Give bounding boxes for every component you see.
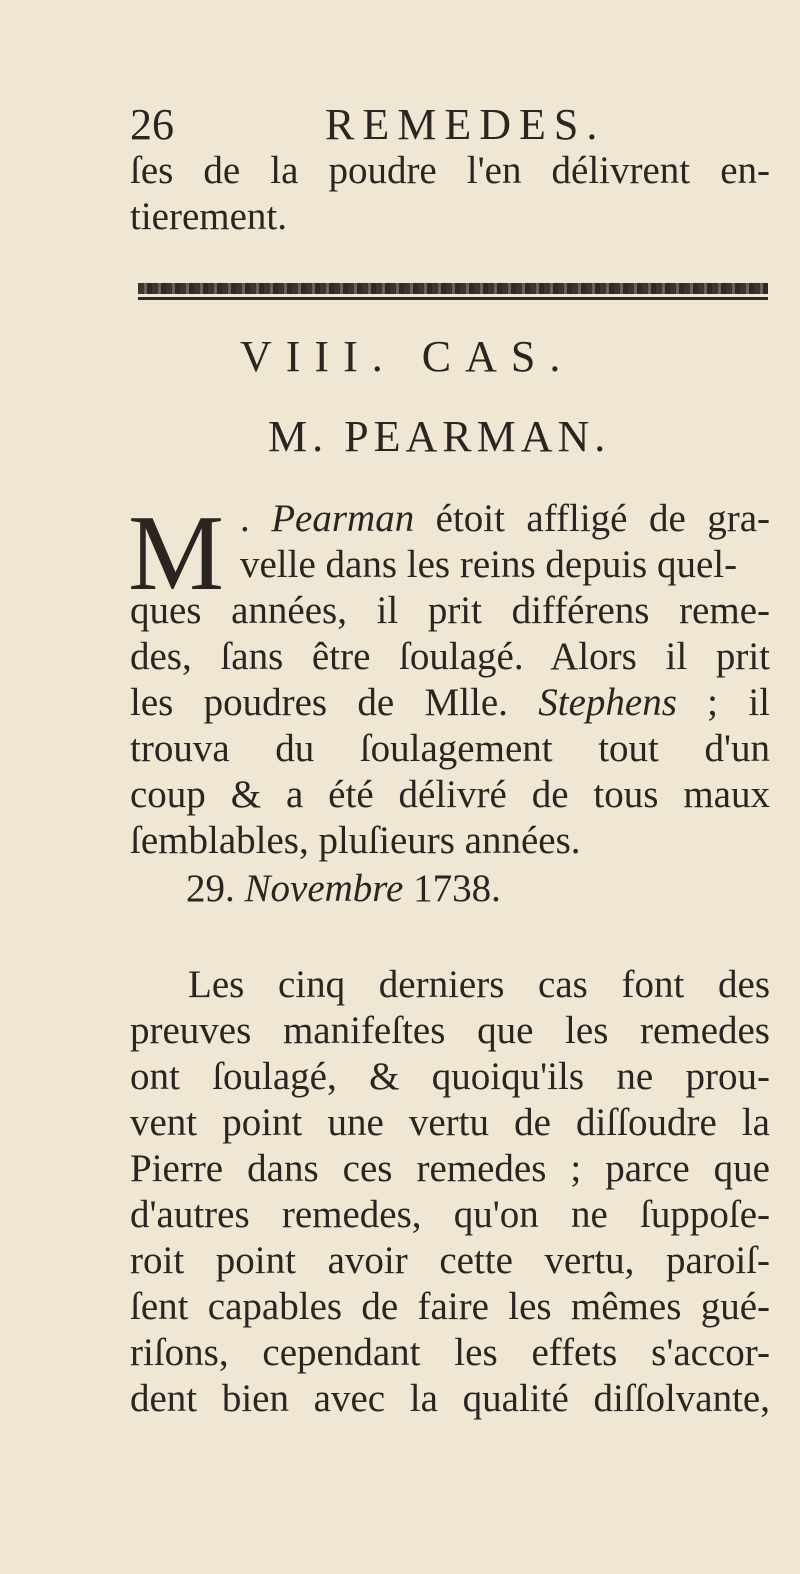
case-line-3: ques années, il prit différens reme- <box>130 589 770 632</box>
case-line-1-prefix: . <box>240 497 272 540</box>
intro-line-2: tierement. <box>130 195 288 238</box>
para2-line-10: dent bien avec la qualité diſſolvante, <box>130 1377 770 1420</box>
case-line-1-rest: étoit affligé de gra- <box>414 497 771 540</box>
case-line-1 <box>240 496 770 542</box>
para2-line-6: d'autres remedes, qu'on ne ſuppoſe- <box>130 1193 770 1236</box>
case-date <box>186 866 501 912</box>
date-year: 1738. <box>413 867 501 910</box>
case-line-2: velle dans les reins depuis quel- <box>240 543 738 586</box>
para2-line-1: Les cinq derniers cas font des <box>188 963 770 1006</box>
divider-line <box>138 297 768 300</box>
para2-line-7: roit point avoir cette vertu, paroiſ- <box>130 1239 770 1282</box>
case-line-5-rest: ; il <box>676 681 770 724</box>
para2-line-5: Pierre dans ces remedes ; parce que <box>130 1147 770 1190</box>
case-line-5-italic: Stephens <box>538 681 677 724</box>
case-line-4: des, ſans être ſoulagé. Alors il prit <box>130 635 770 678</box>
running-title: REMEDES. <box>325 100 606 149</box>
para2-line-2: preuves manifeſtes que les remedes <box>130 1009 770 1052</box>
ornamental-rule <box>138 283 768 294</box>
case-line-1-italic: Pearman <box>271 497 415 540</box>
page-number: 26 <box>130 100 174 149</box>
case-line-6: trouva du ſoulagement tout d'un <box>130 727 770 770</box>
case-line-8: ſemblables, pluſieurs années. <box>130 819 581 862</box>
case-line-5-prefix: les poudres de Mlle. <box>130 681 539 724</box>
case-line-5 <box>130 680 770 726</box>
para2-line-9: riſons, cependant les effets s'accor- <box>130 1331 770 1374</box>
case-line-7: coup & a été délivré de tous maux <box>130 773 770 816</box>
date-month: Novembre <box>244 867 404 910</box>
case-name: M. PEARMAN. <box>268 412 611 461</box>
para2-line-8: ſent capables de faire les mêmes gué- <box>130 1285 770 1328</box>
para2-line-3: ont ſoulagé, & quoiqu'ils ne prou- <box>130 1055 770 1098</box>
date-day: 29. <box>186 867 235 910</box>
drop-cap: M <box>128 494 225 613</box>
para2-line-4: vent point une vertu de diſſoudre la <box>130 1101 770 1144</box>
section-title: VIII. CAS. <box>240 332 575 381</box>
page-header <box>130 100 770 150</box>
intro-line-1: ſes de la poudre l'en délivrent en- <box>130 149 770 192</box>
